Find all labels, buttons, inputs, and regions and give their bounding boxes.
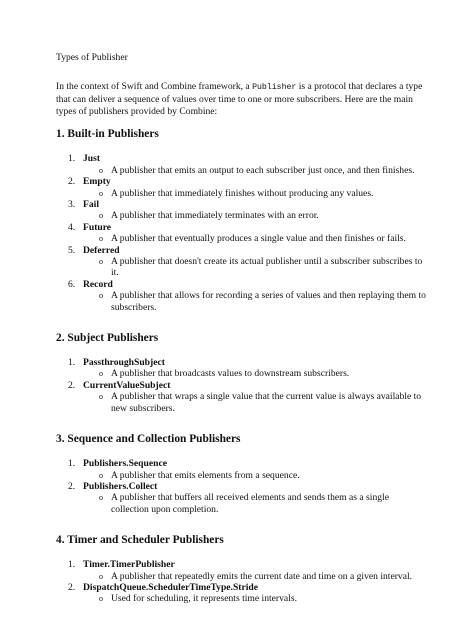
item-number: 4. — [68, 221, 76, 233]
item-name: Just — [83, 153, 101, 165]
sub-list — [83, 391, 428, 414]
item-description: A publisher that repeatedly emits the current date and time on a given interval. — [111, 570, 413, 582]
list-item — [56, 458, 428, 481]
item-description: A publisher that allows for recording a series of values and then replaying them to subscribers. — [111, 290, 426, 313]
sub-list — [83, 571, 428, 582]
sub-list — [83, 492, 428, 515]
sub-list — [83, 188, 428, 199]
sub-list-item — [83, 233, 428, 244]
sub-list-item — [83, 470, 428, 481]
hollow-bullet-icon: o — [99, 392, 103, 402]
section-sequence-collection-publishers — [56, 432, 428, 515]
list-item — [56, 245, 428, 279]
sub-list-item — [83, 368, 428, 379]
item-name: Timer.TimerPublisher — [83, 559, 175, 571]
sub-list-item — [83, 391, 428, 414]
list-item — [56, 481, 428, 515]
publisher-list — [56, 153, 428, 313]
section-built-in-publishers — [56, 127, 428, 313]
item-description: A publisher that emits elements from a sequence. — [111, 469, 300, 481]
intro-text-start: In the context of Swift and Combine framework, a — [56, 81, 253, 92]
list-item — [56, 199, 428, 222]
item-name: Deferred — [83, 244, 120, 256]
item-description: A publisher that buffers all received elements and sends them as a single collection upon completion. — [111, 492, 389, 515]
item-description: Used for scheduling, it represents time intervals. — [111, 593, 297, 605]
hollow-bullet-icon: o — [99, 594, 103, 604]
list-item — [56, 279, 428, 313]
item-description: A publisher that eventually produces a single value and then finishes or fails. — [111, 233, 406, 245]
document-title: Types of Publisher — [56, 52, 128, 63]
list-item — [56, 153, 428, 176]
item-name: DispatchQueue.SchedulerTimeType.Stride — [83, 581, 259, 593]
sub-list-item — [83, 571, 428, 582]
item-description: A publisher that immediately finishes without producing any values. — [111, 187, 374, 199]
hollow-bullet-icon: o — [99, 257, 103, 267]
list-item — [56, 380, 428, 414]
section-heading: 2. Subject Publishers — [56, 332, 159, 345]
sub-list — [83, 233, 428, 244]
item-description: A publisher that doesn't create its actual publisher until a subscriber subscribes to it. — [111, 256, 423, 279]
sub-list — [83, 470, 428, 481]
sub-list-item — [83, 290, 428, 313]
section-heading: 3. Sequence and Collection Publishers — [56, 433, 241, 446]
sub-list — [83, 290, 428, 313]
hollow-bullet-icon: o — [99, 188, 103, 198]
item-description: A publisher that wraps a single value that the current value is always available to new subscribers. — [111, 391, 422, 414]
list-item — [56, 222, 428, 245]
sub-list-item — [83, 188, 428, 199]
list-item — [56, 559, 428, 582]
item-number: 5. — [68, 244, 76, 256]
item-description: A publisher that broadcasts values to downstream subscribers. — [111, 368, 350, 380]
item-number: 2. — [68, 581, 76, 593]
item-name: PassthroughSubject — [83, 357, 165, 369]
list-item — [56, 357, 428, 380]
sub-list-item — [83, 165, 428, 176]
item-name: Future — [83, 221, 112, 233]
item-number: 3. — [68, 199, 76, 211]
sub-list — [83, 165, 428, 176]
list-item — [56, 176, 428, 199]
hollow-bullet-icon: o — [99, 493, 103, 503]
intro-text-end: is a protocol that declares a type that can deliver a sequence of values over time to one or more subscribers. Here are the main types of publishers provided by Combine: — [56, 81, 423, 117]
item-number: 6. — [68, 278, 76, 290]
document-page — [56, 52, 428, 623]
intro-paragraph — [56, 81, 428, 117]
sub-list — [83, 210, 428, 221]
item-number: 2. — [68, 379, 76, 391]
item-name: Empty — [83, 176, 111, 188]
sub-list — [83, 593, 428, 604]
item-number: 1. — [68, 357, 76, 369]
section-timer-scheduler-publishers — [56, 533, 428, 605]
hollow-bullet-icon: o — [99, 369, 103, 379]
item-name: CurrentValueSubject — [83, 379, 171, 391]
publisher-list — [56, 357, 428, 414]
item-number: 1. — [68, 458, 76, 470]
list-item — [56, 582, 428, 605]
hollow-bullet-icon: o — [99, 165, 103, 175]
hollow-bullet-icon: o — [99, 291, 103, 301]
sub-list-item — [83, 593, 428, 604]
sub-list — [83, 368, 428, 379]
item-number: 2. — [68, 480, 76, 492]
item-name: Fail — [83, 199, 99, 211]
section-heading: 4. Timer and Scheduler Publishers — [56, 534, 224, 547]
item-name: Publishers.Sequence — [83, 458, 167, 470]
item-name: Record — [83, 278, 113, 290]
hollow-bullet-icon: o — [99, 571, 103, 581]
hollow-bullet-icon: o — [99, 234, 103, 244]
item-description: A publisher that immediately terminates with an error. — [111, 210, 319, 222]
item-number: 2. — [68, 176, 76, 188]
section-subject-publishers — [56, 331, 428, 414]
publisher-list — [56, 458, 428, 515]
item-number: 1. — [68, 559, 76, 571]
intro-inline-code: Publisher — [252, 83, 297, 92]
publisher-list — [56, 559, 428, 605]
item-name: Publishers.Collect — [83, 480, 158, 492]
item-number: 1. — [68, 153, 76, 165]
section-heading: 1. Built-in Publishers — [56, 128, 159, 141]
sub-list-item — [83, 492, 428, 515]
hollow-bullet-icon: o — [99, 470, 103, 480]
sections-container — [56, 127, 428, 604]
sub-list — [83, 256, 428, 279]
sub-list-item — [83, 256, 428, 279]
sub-list-item — [83, 210, 428, 221]
item-description: A publisher that emits an output to each subscriber just once, and then finishes. — [111, 164, 415, 176]
hollow-bullet-icon: o — [99, 211, 103, 221]
